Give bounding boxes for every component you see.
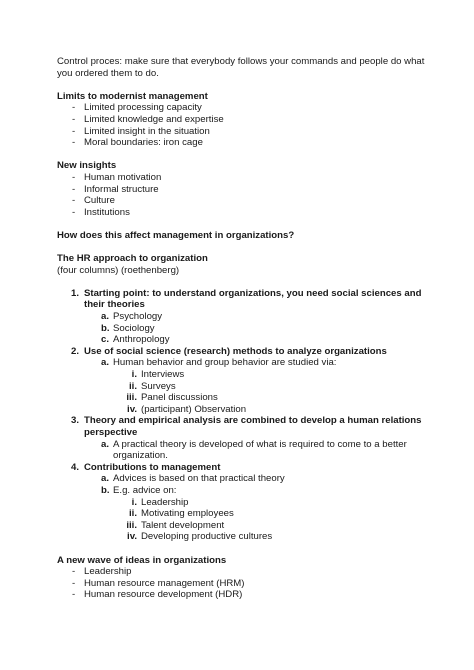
sub-item [84,473,427,485]
sub-marker: a. [101,357,110,369]
roman-marker: iii. [126,392,137,404]
point-number: 1. [71,287,80,299]
roman-item [113,508,427,520]
roman-item [113,531,427,543]
roman-text: Interviews [141,369,185,381]
list-item: - Limited knowledge and expertise [57,114,427,126]
roman-text: Surveys [141,380,176,392]
sub-marker: a. [101,473,110,485]
list-item: - Human resource development (HDR) [57,589,427,601]
question-heading: How does this affect management in organizations? [57,229,295,241]
roman-item [113,381,427,393]
limits-section [57,91,427,149]
list-item: - Culture [57,195,427,207]
sub-item [84,311,427,323]
list-item: - Informal structure [57,184,427,196]
roman-list [113,497,427,543]
sub-marker: a. [101,311,110,323]
point-title: Theory and empirical analysis are combined to develop a human relations perspective [84,415,422,438]
point-3-subs [84,439,427,462]
point-number: 4. [71,461,80,473]
sub-item [84,485,427,543]
list-item: - Limited insight in the situation [57,126,427,138]
limits-list [57,102,427,148]
point-4-subs [84,473,427,543]
roman-marker: iv. [127,403,137,415]
roman-marker: iv. [127,531,137,543]
point-3 [57,415,427,461]
point-2-subs [84,357,427,415]
intro-paragraph: Control proces: make sure that everybody follows your commands and people do what you ordered them to do. [57,56,425,79]
hr-heading: The HR approach to organization [57,253,208,265]
roman-marker: ii. [129,380,137,392]
sub-marker: b. [101,484,110,496]
point-1 [57,288,427,346]
point-title: Use of social science (research) methods to analyze organizations [84,345,387,357]
sub-text: Human behavior and group behavior are studied via: [113,357,337,369]
sub-item [84,323,427,335]
hr-section [57,253,427,543]
wave-section [57,555,427,601]
roman-marker: i. [131,496,137,508]
roman-item [113,520,427,532]
sub-marker: c. [101,334,110,346]
hr-subtitle: (four columns) (roethenberg) [57,264,180,276]
roman-marker: iii. [126,519,137,531]
point-4 [57,462,427,543]
roman-marker: i. [131,369,137,381]
roman-text: Talent development [141,519,225,531]
roman-item [113,404,427,416]
sub-text: Psychology [113,311,163,323]
roman-list [113,369,427,415]
point-2 [57,346,427,416]
roman-marker: ii. [129,508,137,520]
list-item: - Human motivation [57,172,427,184]
limits-heading: Limits to modernist management [57,90,208,102]
sub-text: Anthropology [113,334,170,346]
wave-heading: A new wave of ideas in organizations [57,554,227,566]
insights-heading: New insights [57,160,117,172]
sub-text: Advices is based on that practical theory [113,473,285,485]
roman-item [113,369,427,381]
point-title: Starting point: to understand organizations, you need social sciences and their theories [84,287,422,311]
sub-text: E.g. advice on: [113,484,177,496]
point-1-subs [84,311,427,346]
insights-section [57,160,427,218]
sub-item [84,334,427,346]
roman-text: (participant) Observation [141,403,247,415]
point-number: 3. [71,415,80,427]
document-page [57,56,427,613]
point-number: 2. [71,345,80,357]
list-item: - Limited processing capacity [57,102,427,114]
list-item: - Leadership [57,566,427,578]
roman-text: Developing productive cultures [141,531,273,543]
sub-item [84,439,427,462]
list-item: - Moral boundaries: iron cage [57,137,427,149]
list-item: - Institutions [57,207,427,219]
point-title: Contributions to management [84,461,221,473]
roman-text: Panel discussions [141,392,218,404]
roman-text: Motivating employees [141,508,234,520]
sub-marker: b. [101,322,110,334]
sub-item [84,357,427,415]
sub-marker: a. [101,438,110,450]
hr-points-list [57,288,427,543]
wave-list [57,566,427,601]
roman-text: Leadership [141,496,189,508]
insights-list [57,172,427,218]
sub-text: Sociology [113,322,155,334]
roman-item [113,497,427,509]
roman-item [113,392,427,404]
list-item: - Human resource management (HRM) [57,578,427,590]
sub-text: A practical theory is developed of what is required to come to a better organization. [113,438,407,462]
